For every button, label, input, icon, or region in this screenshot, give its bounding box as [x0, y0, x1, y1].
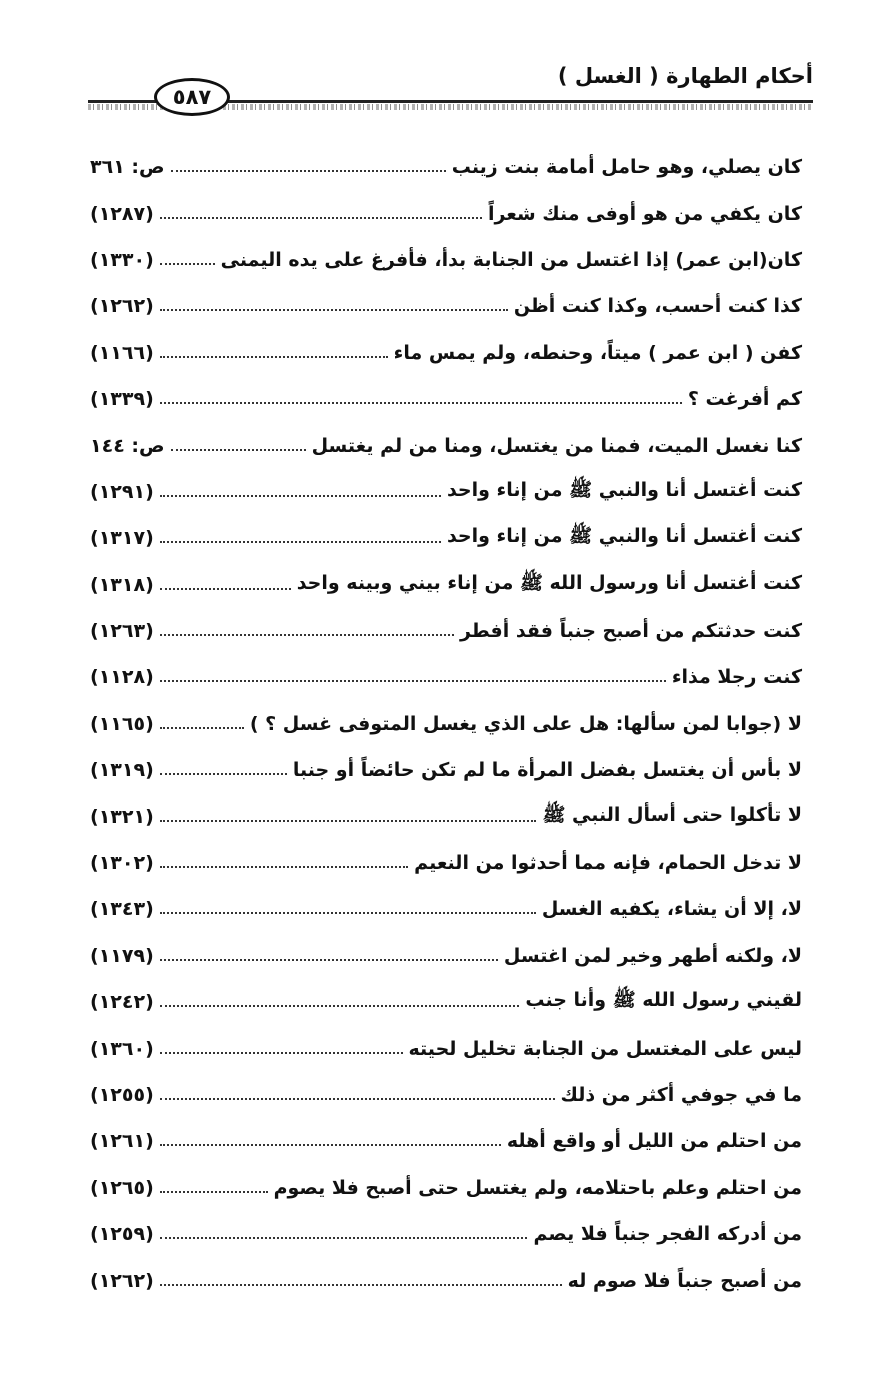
- dot-leader: [160, 773, 287, 775]
- dot-leader: [160, 1052, 403, 1054]
- index-entry: [90, 144, 802, 190]
- entry-reference: (١٣٣٠): [90, 248, 154, 271]
- entry-text: ليس على المغتسل من الجنابة تخليل لحيته: [408, 1037, 802, 1060]
- dot-leader: [160, 309, 508, 311]
- entry-text: كنت أغتسل أنا والنبي ﷺ من إناء واحد: [446, 478, 802, 501]
- entry-reference: (١٢٤٢): [90, 991, 154, 1014]
- entry-text: كذا كنت أحسب، وكذا كنت أظن: [513, 295, 802, 318]
- dot-leader: [171, 449, 306, 451]
- entry-reference: (١٣٦٠): [90, 1037, 154, 1060]
- entry-text: من أدركه الفجر جنباً فلا يصم: [533, 1223, 802, 1246]
- index-entry: [90, 933, 802, 979]
- index-entry: [90, 840, 802, 886]
- entry-text: لا تدخل الحمام، فإنه مما أحدثوا من النعيم: [414, 852, 802, 875]
- entry-reference: (١٢٦١): [90, 1130, 154, 1153]
- entry-text: كم أفرغت ؟: [687, 388, 802, 411]
- entry-text: لا، ولكنه أطهر وخير لمن اغتسل: [503, 944, 802, 967]
- index-entry: [90, 979, 802, 1025]
- entry-reference: (١١٢٨): [90, 666, 154, 689]
- dot-leader: [160, 1144, 501, 1146]
- index-entry: [90, 190, 802, 236]
- index-entry: [90, 1257, 802, 1303]
- entry-text: كنت حدثتكم من أصبح جنباً فقد أفطر: [459, 620, 802, 643]
- entry-reference: (١٢٩١): [90, 480, 154, 503]
- index-entry: [90, 422, 802, 468]
- dot-leader: [160, 959, 498, 961]
- page-number: ٥٨٧: [154, 78, 230, 116]
- dot-leader: [171, 170, 446, 172]
- entry-text: كنت أغتسل أنا والنبي ﷺ من إناء واحد: [446, 525, 802, 548]
- dot-leader: [160, 263, 215, 265]
- entry-reference: (١٣٤٣): [90, 898, 154, 921]
- entry-text: لقيني رسول الله ﷺ وأنا جنب: [525, 989, 802, 1012]
- entry-reference: (١١٦٥): [90, 712, 154, 735]
- index-entry: [90, 701, 802, 747]
- dot-leader: [160, 356, 388, 358]
- dot-leader: [160, 1284, 562, 1286]
- dot-leader: [160, 912, 536, 914]
- entry-reference: (١٣٠٢): [90, 852, 154, 875]
- entry-reference: ص: ١٤٤: [90, 434, 165, 457]
- entry-reference: (١٢٨٧): [90, 202, 154, 225]
- dot-leader: [160, 820, 537, 822]
- entry-text: كنت أغتسل أنا ورسول الله ﷺ من إناء بيني وبينه واحد: [296, 571, 802, 594]
- index-entry: [90, 562, 802, 608]
- index-entry: [90, 376, 802, 422]
- dot-leader: [160, 541, 441, 543]
- entry-text: لا، إلا أن يشاء، يكفيه الغسل: [541, 898, 802, 921]
- running-title: أحكام الطهارة ( الغسل ): [557, 64, 813, 88]
- index-entry: [90, 469, 802, 515]
- dot-leader: [160, 1191, 268, 1193]
- index-entry: [90, 1211, 802, 1257]
- entry-text: كنا نغسل الميت، فمنا من يغتسل، ومنا من لم يغتسل: [311, 434, 802, 457]
- dot-leader: [160, 727, 244, 729]
- index-entry: [90, 608, 802, 654]
- entry-text: لا بأس أن يغتسل بفضل المرأة ما لم تكن حائضاً أو جنبا: [292, 759, 802, 782]
- entry-reference: (١٣١٨): [90, 573, 154, 596]
- entry-reference: (١٣١٩): [90, 759, 154, 782]
- entry-text: من احتلم من الليل أو واقع أهله: [506, 1130, 802, 1153]
- entry-text: من أصبح جنباً فلا صوم له: [567, 1269, 802, 1292]
- entry-reference: (١٢٦٥): [90, 1176, 154, 1199]
- entry-reference: ص: ٣٦١: [90, 156, 165, 179]
- dot-leader: [160, 217, 482, 219]
- index-entry: [90, 793, 802, 839]
- index-entry: [90, 515, 802, 561]
- entry-text: لا تأكلوا حتى أسأل النبي ﷺ: [542, 803, 802, 826]
- dot-leader: [160, 495, 441, 497]
- index-entry: [90, 654, 802, 700]
- page-header: [88, 58, 813, 118]
- index-entry: [90, 330, 802, 376]
- index-entry: [90, 1165, 802, 1211]
- entry-text: ما في جوفي أكثر من ذلك: [560, 1084, 802, 1106]
- entry-reference: (١٣٢١): [90, 805, 154, 828]
- entry-text: من احتلم وعلم باحتلامه، ولم يغتسل حتى أصبح فلا يصوم: [273, 1176, 802, 1199]
- index-entry: [90, 1072, 802, 1118]
- entry-reference: (١٢٥٩): [90, 1223, 154, 1246]
- dot-leader: [160, 1005, 520, 1007]
- dot-leader: [160, 866, 408, 868]
- entry-reference: (١٣١٧): [90, 527, 154, 550]
- index-entry: [90, 283, 802, 329]
- entry-reference: (١٢٦٣): [90, 620, 154, 643]
- index-entry: [90, 886, 802, 932]
- entry-reference: (١٢٦٢): [90, 1269, 154, 1292]
- entry-reference: (١٢٥٥): [90, 1084, 154, 1106]
- index-entry: [90, 237, 802, 283]
- entry-reference: (١٢٦٢): [90, 295, 154, 318]
- entry-text: كان يكفي من هو أوفى منك شعراً: [487, 202, 802, 225]
- dot-leader: [160, 680, 666, 682]
- index-entry: [90, 747, 802, 793]
- dot-leader: [160, 1237, 528, 1239]
- dot-leader: [160, 588, 291, 590]
- entry-reference: (١١٦٦): [90, 341, 154, 364]
- index-entry: [90, 1025, 802, 1071]
- index-list: [90, 144, 802, 1304]
- dot-leader: [160, 634, 454, 636]
- entry-text: لا (جوابا لمن سألها: هل على الذي يغسل المتوفى غسل ؟ ): [249, 712, 802, 735]
- dot-leader: [160, 1098, 555, 1100]
- entry-text: كفن ( ابن عمر ) ميتاً، وحنطه، ولم يمس ماء: [393, 341, 802, 364]
- entry-text: كان يصلي، وهو حامل أمامة بنت زينب: [451, 156, 802, 179]
- entry-text: كان(ابن عمر) إذا اغتسل من الجنابة بدأ، فأفرغ على يده اليمنى: [220, 248, 802, 271]
- entry-text: كنت رجلا مذاء: [671, 666, 802, 689]
- entry-reference: (١١٧٩): [90, 944, 154, 967]
- index-entry: [90, 1118, 802, 1164]
- entry-reference: (١٣٣٩): [90, 388, 154, 411]
- dot-leader: [160, 402, 682, 404]
